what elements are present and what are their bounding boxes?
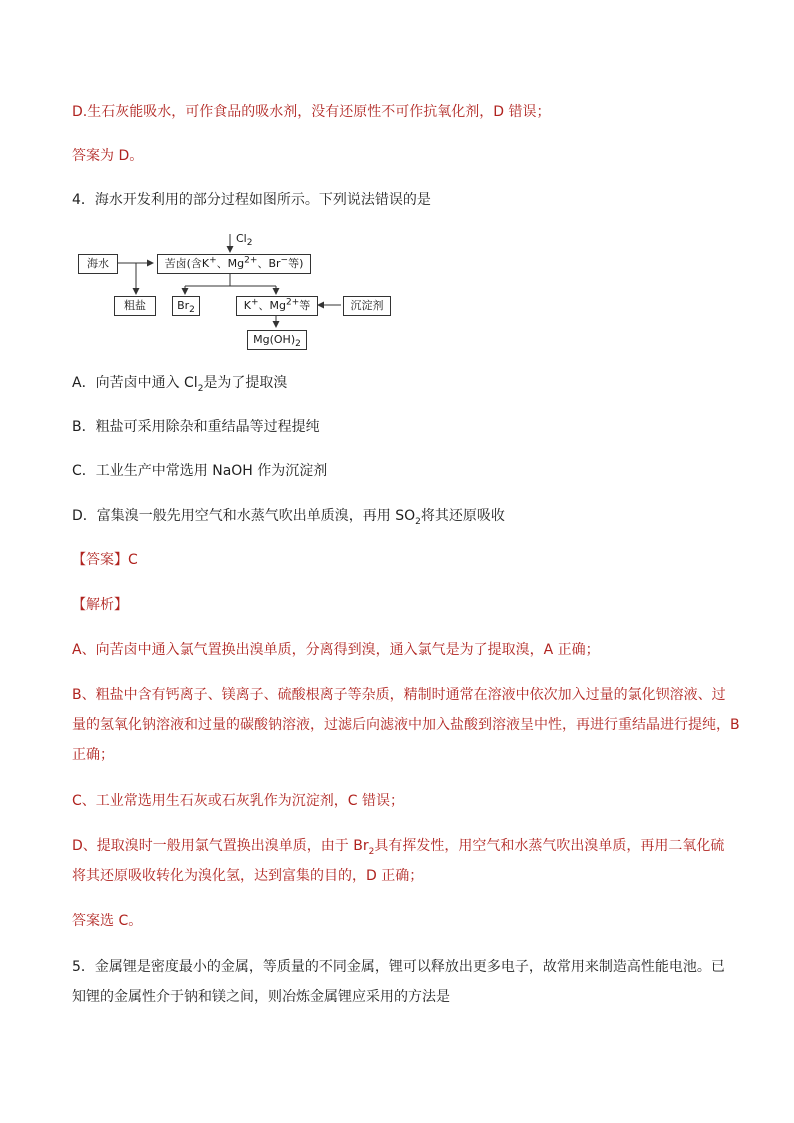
q4-option-c: C．工业生产中常选用 NaOH 作为沉淀剂 <box>72 463 328 479</box>
brine-box: 苦卤(含K+、$Mg^{2+}$、Br−等) <box>157 254 311 274</box>
q4-analysis-b-2: 量的氢氧化钠溶液和过量的碳酸钠溶液，过滤后向滤液中加入盐酸到溶液呈中性，再进行重结晶进行提纯，B <box>72 717 740 733</box>
q4-analysis-a: A、向苦卤中通入氯气置换出溴单质，分离得到溴，通入氯气是为了提取溴，A 正确； <box>72 642 600 658</box>
prev-option-d: D.生石灰能吸水，可作食品的吸水剂，没有还原性不可作抗氧化剂，D 错误； <box>72 104 551 120</box>
seawater-box: 海水 <box>78 254 118 274</box>
ions-box: K+、$Mg^{2+}$等 <box>236 296 318 316</box>
q4-analysis-b-3: 正确； <box>72 747 114 763</box>
flow-arrows <box>0 0 794 400</box>
crude-salt-box: 粗盐 <box>114 296 156 316</box>
q4-answer: 【答案】C <box>72 552 138 568</box>
q4-analysis-d-1: D、提取溴时一般用氯气置换出溴单质，由于 $Br_2$具有挥发性，用空气和水蒸气吹出溴单质，再用二氧化硫 <box>72 838 725 857</box>
mgoh2-box: $Mg(OH)_2$ <box>247 330 307 350</box>
q4-analysis-c: C、工业常选用生石灰或石灰乳作为沉淀剂，C 错误； <box>72 793 404 809</box>
q5-stem-line-1: 5．金属锂是密度最小的金属，等质量的不同金属，锂可以释放出更多电子，故常用来制造高性能电池。已 <box>72 959 725 975</box>
q4-final-answer: 答案选 C。 <box>72 913 143 929</box>
q4-analysis-label: 【解析】 <box>72 597 128 613</box>
prev-final-answer: 答案为 D。 <box>72 148 144 164</box>
cl2-label: $Cl_2$ <box>236 232 253 249</box>
q4-analysis-d-2: 将其还原吸收转化为溴化氢，达到富集的目的，D 正确； <box>72 868 424 884</box>
q4-option-a: A．向苦卤中通入 $Cl_2$是为了提取溴 <box>72 375 288 394</box>
q4-option-b: B．粗盐可采用除杂和重结晶等过程提纯 <box>72 419 320 435</box>
q4-option-d: D．富集溴一般先用空气和水蒸气吹出单质溴，再用 $SO_2$将其还原吸收 <box>72 508 505 527</box>
q4-stem: 4．海水开发利用的部分过程如图所示。下列说法错误的是 <box>72 192 431 208</box>
q4-analysis-b-1: B、粗盐中含有钙离子、镁离子、硫酸根离子等杂质，精制时通常在溶液中依次加入过量的氯化钡溶液、过 <box>72 687 726 703</box>
br2-box: $Br_2$ <box>172 296 200 316</box>
q5-stem-line-2: 知锂的金属性介于钠和镁之间，则冶炼金属锂应采用的方法是 <box>72 989 450 1005</box>
precipitant-box: 沉淀剂 <box>343 296 391 316</box>
